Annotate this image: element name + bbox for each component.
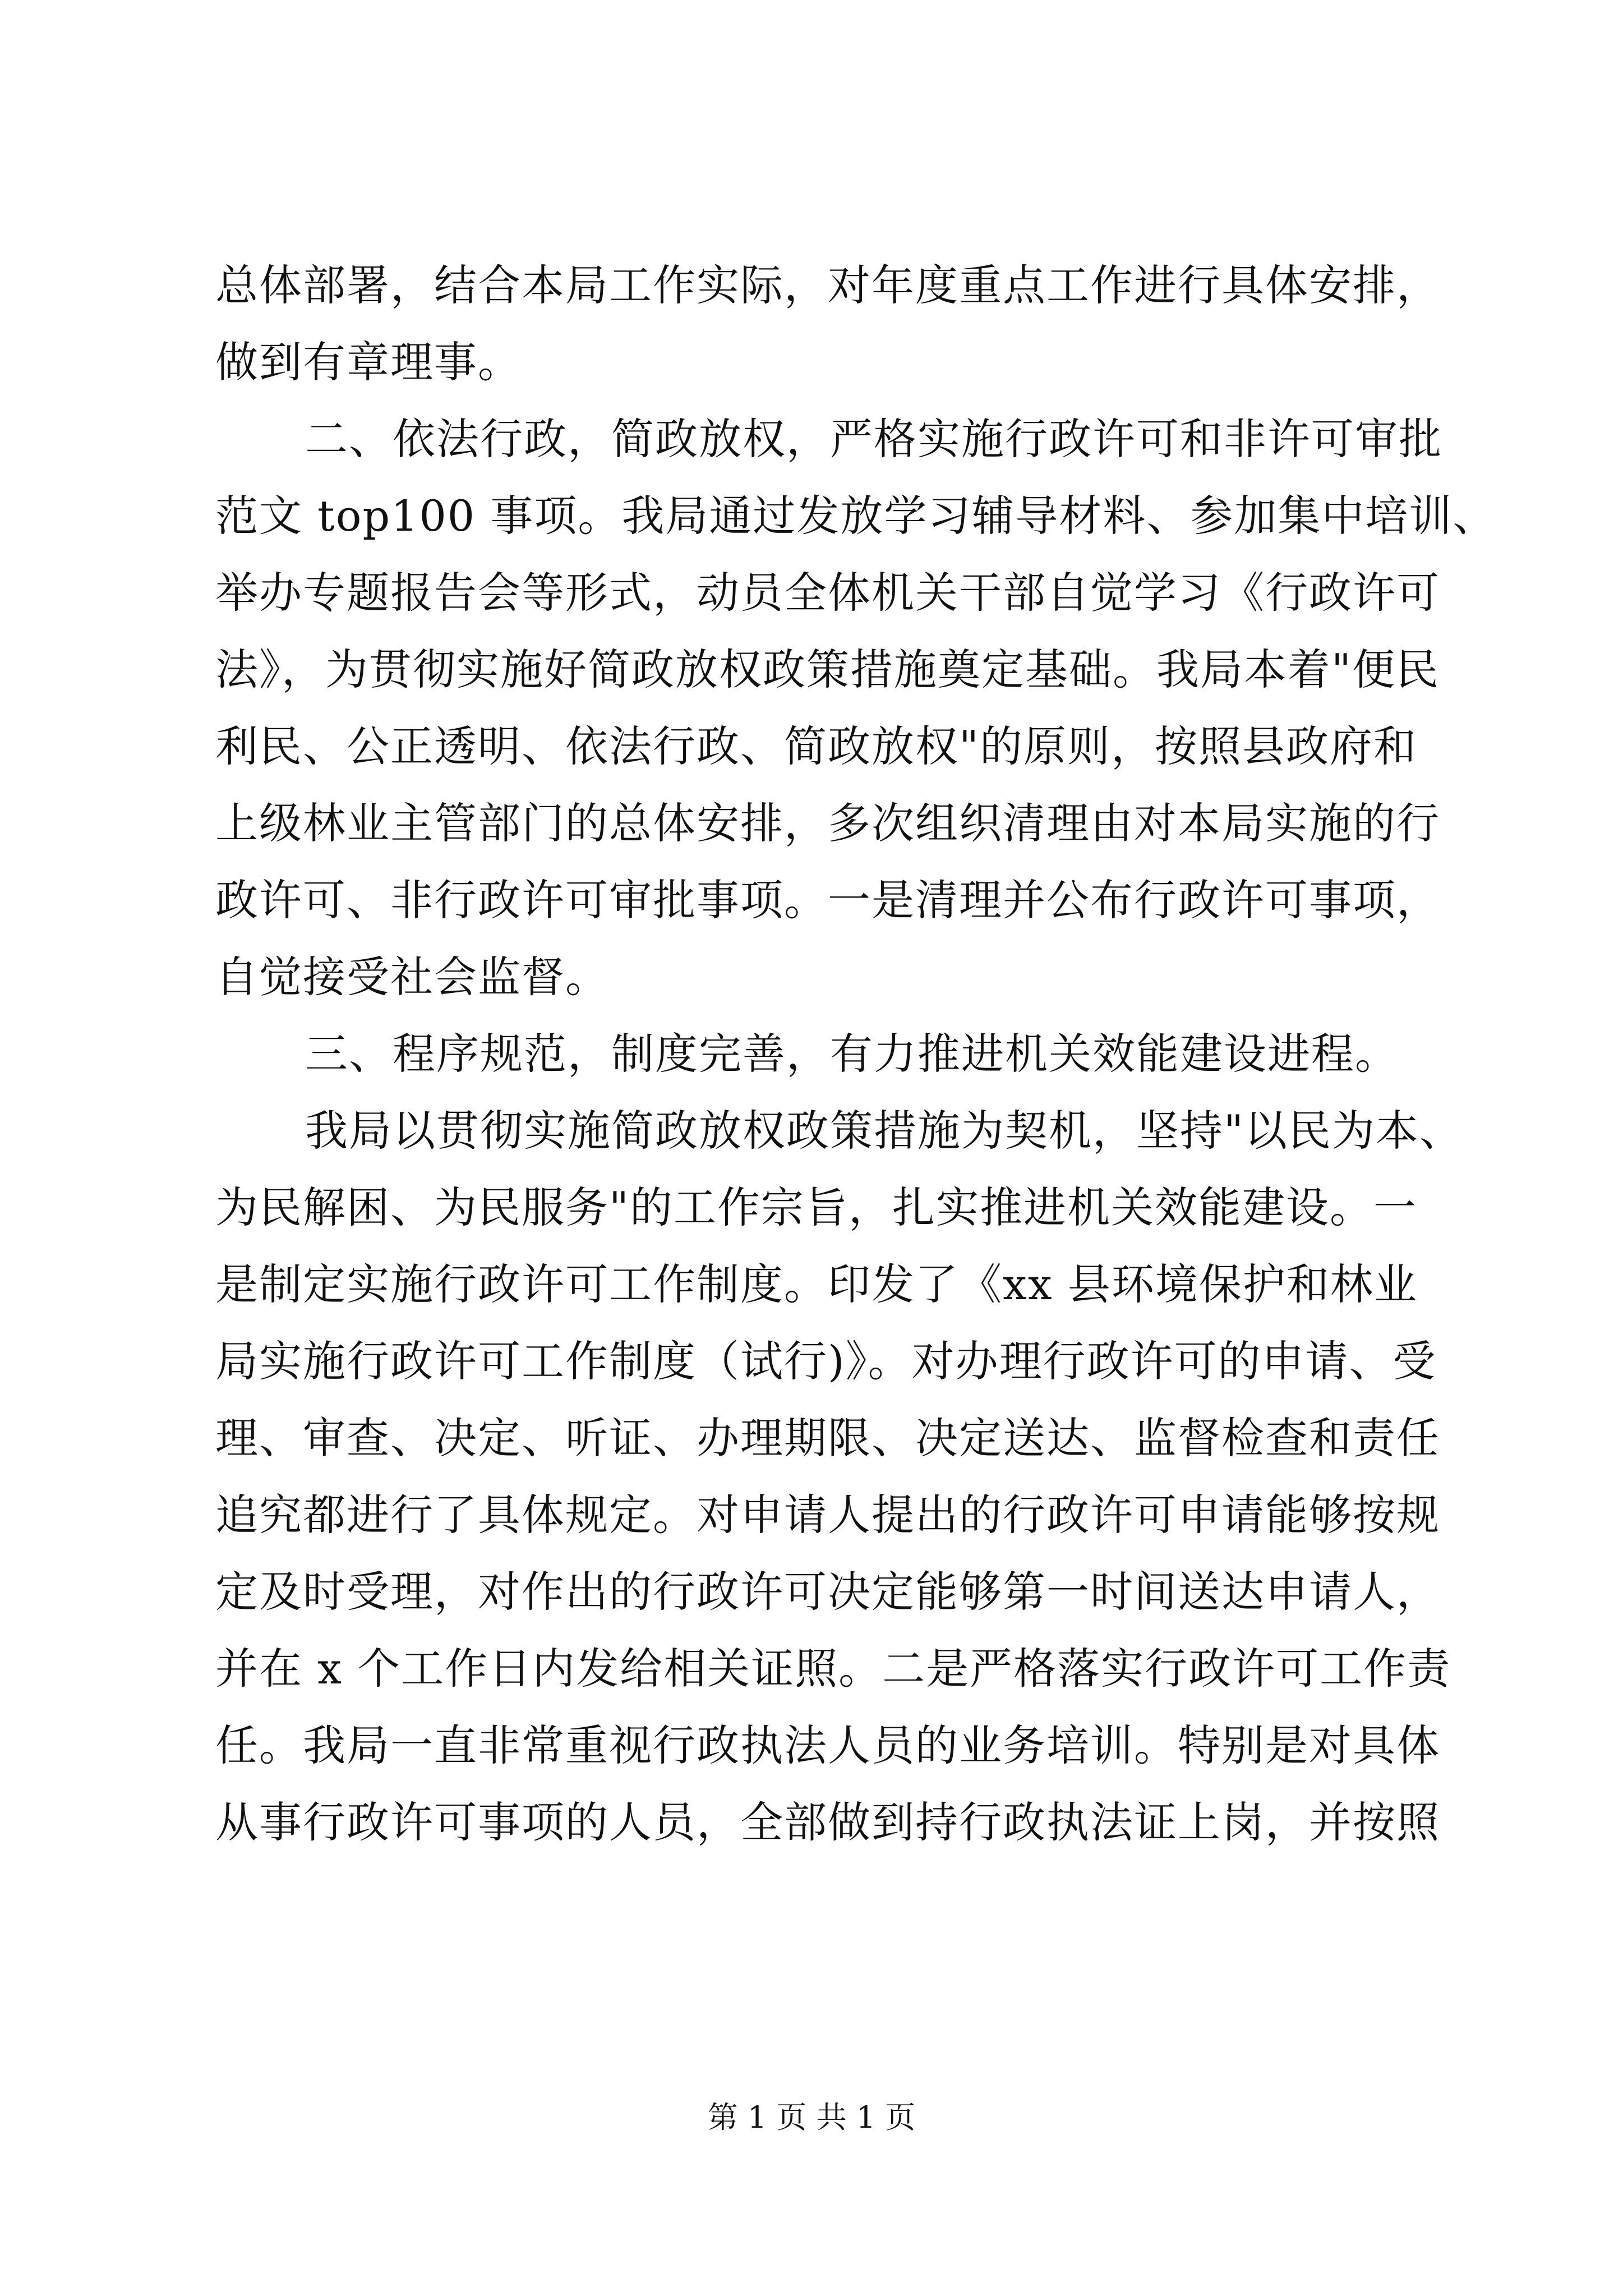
section-heading: 三、程序规范，制度完善，有力推进机关效能建设进程。 <box>305 1029 1399 1079</box>
text-line: 任。我局一直非常重视行政执法人员的业务培训。特别是对具体 <box>215 1720 1440 1770</box>
text-line: 追究都进行了具体规定。对申请人提出的行政许可申请能够按规 <box>215 1490 1440 1540</box>
text-line: 是制定实施行政许可工作制度。印发了《xx 县环境保护和林业 <box>215 1259 1418 1309</box>
page-footer <box>0 2095 1623 2140</box>
text-line: 并在 x 个工作日内发给相关证照。二是严格落实行政许可工作责 <box>215 1644 1451 1694</box>
text-line: 政许可、非行政许可审批事项。一是清理并公布行政许可事项， <box>215 875 1440 925</box>
text-line: 理、审查、决定、听证、办理期限、决定送达、监督检查和责任 <box>215 1413 1440 1463</box>
section-heading: 二、依法行政，简政放权，严格实施行政许可和非许可审批 <box>305 414 1442 464</box>
page-number: 第 1 页 共 1 页 <box>707 2100 916 2135</box>
paragraph-start: 我局以贯彻实施简政放权政策措施为契机，坚持"以民为本、 <box>305 1106 1463 1156</box>
text-line: 总体部署，结合本局工作实际，对年度重点工作进行具体安排， <box>215 260 1440 310</box>
text-line: 利民、公正透明、依法行政、简政放权"的原则，按照县政府和 <box>215 721 1417 771</box>
text-line: 自觉接受社会监督。 <box>215 952 609 1002</box>
text-line: 从事行政许可事项的人员，全部做到持行政执法证上岗，并按照 <box>215 1797 1440 1847</box>
text-line: 法》，为贯彻实施好简政放权政策措施奠定基础。我局本着"便民 <box>215 645 1440 694</box>
document-body <box>215 247 1497 1861</box>
text-line: 局实施行政许可工作制度（试行)》。对办理行政许可的申请、受 <box>215 1336 1437 1386</box>
text-line: 范文 top100 事项。我局通过发放学习辅导材料、参加集中培训、 <box>215 491 1497 541</box>
text-line: 上级林业主管部门的总体安排，多次组织清理由对本局实施的行 <box>215 798 1440 848</box>
text-line: 举办专题报告会等形式，动员全体机关干部自觉学习《行政许可 <box>215 568 1440 618</box>
text-line: 做到有章理事。 <box>215 337 522 387</box>
text-line: 定及时受理，对作出的行政许可决定能够第一时间送达申请人， <box>215 1567 1440 1617</box>
text-line: 为民解困、为民服务"的工作宗旨，扎实推进机关效能建设。一 <box>215 1182 1417 1232</box>
